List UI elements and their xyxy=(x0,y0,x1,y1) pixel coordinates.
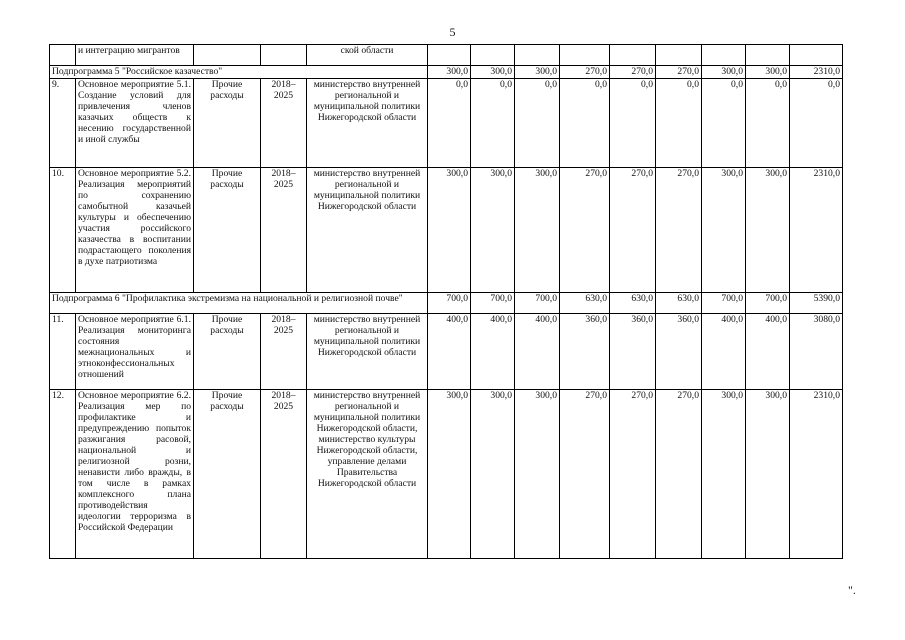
amount-cell xyxy=(515,45,560,66)
amount-cell xyxy=(702,45,746,66)
expense-type-cell: Прочие расходы xyxy=(194,314,261,390)
amount-cell: 700,0 xyxy=(746,293,790,314)
amount-cell: 0,0 xyxy=(610,79,656,168)
amount-cell: 400,0 xyxy=(702,314,746,390)
row-number-cell: 10. xyxy=(50,168,76,293)
amount-cell: 0,0 xyxy=(790,79,843,168)
amount-cell: 270,0 xyxy=(610,390,656,559)
amount-cell: 2310,0 xyxy=(790,66,843,79)
table-row xyxy=(50,45,843,66)
amount-cell: 400,0 xyxy=(746,314,790,390)
amount-cell: 360,0 xyxy=(656,314,702,390)
amount-cell: 300,0 xyxy=(428,168,471,293)
amount-cell: 0,0 xyxy=(746,79,790,168)
amount-cell: 300,0 xyxy=(702,168,746,293)
responsible-body-cell: министерство внутренней региональной и муниципальной политики Нижегородской области xyxy=(307,168,428,293)
subprogram-title-cell: Подпрограмма 5 "Российское казачество" xyxy=(50,66,428,79)
activity-name-cell: Основное мероприятие 6.2. Реализация мер по профилактике и предупреждению попыток разжигания расовой, национальной и религиозной розни, ненависти либо вражды, в том числе в рамках комплексного плана противодействия идеологии терроризма в Российской Федерации xyxy=(76,390,194,559)
amount-cell: 300,0 xyxy=(515,390,560,559)
amount-cell: 270,0 xyxy=(610,66,656,79)
closing-quote-mark: ". xyxy=(848,583,856,597)
amount-cell: 300,0 xyxy=(428,66,471,79)
subprogram-title-cell: Подпрограмма 6 "Профилактика экстремизма на национальной и религиозной почве" xyxy=(50,293,428,314)
row-number-cell xyxy=(50,45,76,66)
amount-cell: 300,0 xyxy=(515,66,560,79)
amount-cell: 700,0 xyxy=(428,293,471,314)
amount-cell: 270,0 xyxy=(610,168,656,293)
amount-cell xyxy=(746,45,790,66)
amount-cell: 270,0 xyxy=(656,66,702,79)
period-cell xyxy=(261,45,307,66)
row-number-cell: 9. xyxy=(50,79,76,168)
amount-cell: 2310,0 xyxy=(790,168,843,293)
amount-cell: 630,0 xyxy=(610,293,656,314)
amount-cell: 300,0 xyxy=(471,66,515,79)
amount-cell: 700,0 xyxy=(515,293,560,314)
amount-cell: 270,0 xyxy=(656,168,702,293)
responsible-body-cell: ской области xyxy=(307,45,428,66)
period-cell: 2018–2025 xyxy=(261,168,307,293)
amount-cell: 300,0 xyxy=(515,168,560,293)
amount-cell: 300,0 xyxy=(746,66,790,79)
responsible-body-cell: министерство внутренней региональной и муниципальной политики Нижегородской области, министерство культуры Нижегородской области, управление делами Правительства Нижегородской области xyxy=(307,390,428,559)
amount-cell: 270,0 xyxy=(560,66,610,79)
amount-cell: 630,0 xyxy=(656,293,702,314)
row-number-cell: 11. xyxy=(50,314,76,390)
amount-cell: 270,0 xyxy=(560,168,610,293)
table-row xyxy=(50,390,843,559)
amount-cell: 5390,0 xyxy=(790,293,843,314)
amount-cell: 700,0 xyxy=(471,293,515,314)
amount-cell xyxy=(656,45,702,66)
amount-cell: 270,0 xyxy=(656,390,702,559)
amount-cell: 300,0 xyxy=(702,66,746,79)
subprogram-row xyxy=(50,293,843,314)
amount-cell: 700,0 xyxy=(702,293,746,314)
period-cell: 2018–2025 xyxy=(261,314,307,390)
amount-cell: 0,0 xyxy=(560,79,610,168)
table-row xyxy=(50,168,843,293)
amount-cell: 630,0 xyxy=(560,293,610,314)
amount-cell: 0,0 xyxy=(656,79,702,168)
amount-cell: 300,0 xyxy=(471,390,515,559)
amount-cell: 300,0 xyxy=(428,390,471,559)
amount-cell xyxy=(790,45,843,66)
activity-name-cell: и интеграцию мигрантов xyxy=(76,45,194,66)
amount-cell: 0,0 xyxy=(471,79,515,168)
amount-cell: 400,0 xyxy=(515,314,560,390)
amount-cell xyxy=(560,45,610,66)
amount-cell: 0,0 xyxy=(428,79,471,168)
table-row xyxy=(50,314,843,390)
amount-cell: 400,0 xyxy=(428,314,471,390)
amount-cell xyxy=(471,45,515,66)
amount-cell: 300,0 xyxy=(746,168,790,293)
amount-cell: 3080,0 xyxy=(790,314,843,390)
amount-cell: 0,0 xyxy=(515,79,560,168)
amount-cell: 400,0 xyxy=(471,314,515,390)
activity-name-cell: Основное мероприятие 6.1. Реализация мониторинга состояния межнациональных и этноконфессиональных отношений xyxy=(76,314,194,390)
amount-cell: 270,0 xyxy=(560,390,610,559)
amount-cell xyxy=(428,45,471,66)
amount-cell: 0,0 xyxy=(702,79,746,168)
period-cell: 2018–2025 xyxy=(261,79,307,168)
amount-cell: 300,0 xyxy=(746,390,790,559)
expense-type-cell: Прочие расходы xyxy=(194,390,261,559)
amount-cell xyxy=(610,45,656,66)
table-row xyxy=(50,79,843,168)
page-number: 5 xyxy=(449,25,456,39)
expense-type-cell: Прочие расходы xyxy=(194,79,261,168)
amount-cell: 360,0 xyxy=(610,314,656,390)
amount-cell: 360,0 xyxy=(560,314,610,390)
period-cell: 2018–2025 xyxy=(261,390,307,559)
expense-type-cell: Прочие расходы xyxy=(194,168,261,293)
amount-cell: 300,0 xyxy=(702,390,746,559)
expense-type-cell xyxy=(194,45,261,66)
amount-cell: 2310,0 xyxy=(790,390,843,559)
row-number-cell: 12. xyxy=(50,390,76,559)
responsible-body-cell: министерство внутренней региональной и муниципальной политики Нижегородской области xyxy=(307,314,428,390)
activity-name-cell: Основное мероприятие 5.2. Реализация мероприятий по сохранению самобытной казачьей культуры и обеспечению участия российского казачества в воспитании подрастающего поколения в духе патриотизма xyxy=(76,168,194,293)
program-activities-table xyxy=(49,44,843,559)
subprogram-row xyxy=(50,66,843,79)
activity-name-cell: Основное мероприятие 5.1. Создание условий для привлечения членов казачьих обществ к несению государственной и иной службы xyxy=(76,79,194,168)
responsible-body-cell: министерство внутренней региональной и муниципальной политики Нижегородской области xyxy=(307,79,428,168)
amount-cell: 300,0 xyxy=(471,168,515,293)
